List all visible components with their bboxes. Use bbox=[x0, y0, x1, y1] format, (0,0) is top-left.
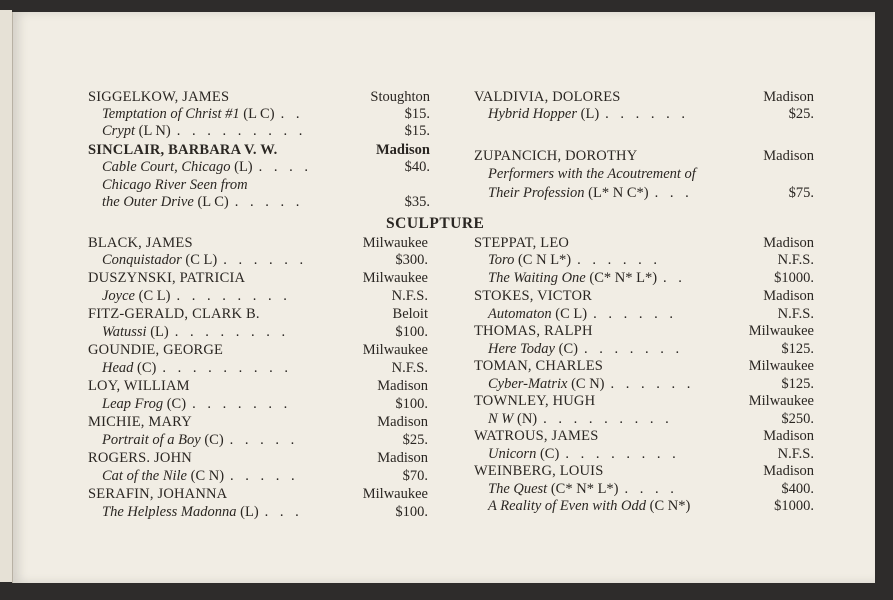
artwork-price: $25. bbox=[402, 432, 428, 448]
artwork-row bbox=[474, 271, 814, 288]
dot-leader: . . . . . bbox=[230, 468, 299, 484]
dot-leader: . . . . bbox=[258, 159, 313, 175]
artist-row bbox=[88, 271, 428, 288]
artist-name: STOKES, VICTOR bbox=[474, 288, 593, 304]
artwork-media: (C N) bbox=[190, 468, 225, 484]
dot-leader: . . . . . . . . bbox=[174, 324, 290, 340]
dot-leader: . . . . . . bbox=[577, 252, 662, 268]
artwork-title: Their Profession bbox=[488, 185, 585, 201]
artist-city: Madison bbox=[763, 89, 814, 105]
artist-row bbox=[474, 394, 814, 411]
artwork-title: Toro bbox=[488, 252, 515, 268]
artwork-media: (L) bbox=[150, 324, 169, 340]
previous-page-edge bbox=[0, 10, 12, 582]
artwork-row bbox=[474, 253, 814, 270]
dot-leader: . . . . . . bbox=[223, 252, 308, 268]
artwork-media: (C L) bbox=[138, 288, 171, 304]
artist-name: DUSZYNSKI, PATRICIA bbox=[88, 270, 246, 286]
artwork-media: (C N L*) bbox=[517, 252, 572, 268]
artwork-price: $100. bbox=[395, 504, 428, 520]
artwork-row bbox=[88, 361, 428, 378]
artwork-price: $35. bbox=[404, 194, 430, 210]
artist-name: STEPPAT, LEO bbox=[474, 235, 570, 251]
artwork-media: (C N) bbox=[571, 376, 605, 392]
artwork-media: (C L) bbox=[555, 306, 588, 322]
artwork-title: The Helpless Madonna bbox=[102, 504, 237, 520]
artist-city: Madison bbox=[763, 428, 814, 444]
artwork-title: Unicorn bbox=[488, 446, 537, 462]
artist-row bbox=[474, 289, 814, 306]
artwork-row bbox=[88, 107, 430, 124]
artwork-title: Cyber-Matrix bbox=[488, 376, 568, 392]
artist-name: FITZ-GERALD, CLARK B. bbox=[88, 306, 260, 322]
artwork-media: (C) bbox=[539, 446, 560, 462]
artwork-media: (L) bbox=[580, 106, 600, 122]
dot-leader: . . . . . . . bbox=[192, 396, 292, 412]
artwork-title: Conquistador bbox=[102, 252, 182, 268]
artwork-title: Portrait of a Boy bbox=[102, 432, 201, 448]
artwork-title: Hybrid Hopper bbox=[488, 106, 578, 122]
artwork-title: Crypt bbox=[102, 123, 136, 139]
artwork-media: (C* N* L*) bbox=[589, 270, 658, 286]
artist-row bbox=[88, 307, 428, 324]
artwork-title: The Quest bbox=[488, 481, 548, 497]
dot-leader: . . . . . . bbox=[610, 376, 695, 392]
artwork-price: $125. bbox=[781, 341, 814, 357]
artwork-row bbox=[88, 505, 428, 522]
artist-name: SINCLAIR, BARBARA V. W. bbox=[88, 142, 278, 158]
artist-row bbox=[474, 464, 814, 481]
dot-leader: . . . . . . . . . bbox=[543, 411, 673, 427]
artist-row bbox=[474, 149, 814, 166]
artist-name: WATROUS, JAMES bbox=[474, 428, 599, 444]
artist-row bbox=[474, 236, 814, 253]
artist-row bbox=[474, 359, 814, 376]
artwork-media: (C) bbox=[204, 432, 224, 448]
dot-leader: . . . . . . bbox=[605, 106, 690, 122]
artist-row bbox=[88, 236, 428, 253]
artwork-media: (C) bbox=[166, 396, 187, 412]
artwork-title: Cat of the Nile bbox=[102, 468, 187, 484]
artwork-title: Head bbox=[102, 360, 134, 376]
artist-name: GOUNDIE, GEORGE bbox=[88, 342, 224, 358]
artwork-media: (L) bbox=[234, 159, 253, 175]
artwork-price: $1000. bbox=[774, 270, 814, 286]
artist-row bbox=[88, 143, 430, 160]
artwork-title: Automaton bbox=[488, 306, 552, 322]
artwork-media: (L) bbox=[240, 504, 259, 520]
artist-city: Milwaukee bbox=[748, 358, 814, 374]
artwork-row bbox=[88, 178, 430, 195]
dot-leader: . . bbox=[280, 106, 304, 122]
artist-city: Milwaukee bbox=[362, 342, 428, 358]
artist-name: THOMAS, RALPH bbox=[474, 323, 593, 339]
artwork-title: Here Today bbox=[488, 341, 555, 357]
artist-city: Madison bbox=[377, 378, 428, 394]
artwork-title: N W bbox=[488, 411, 514, 427]
artwork-row bbox=[474, 377, 814, 394]
artwork-row bbox=[88, 397, 428, 414]
artwork-row bbox=[474, 186, 814, 203]
artist-row bbox=[474, 324, 814, 341]
artist-name: LOY, WILLIAM bbox=[88, 378, 190, 394]
artwork-price: $1000. bbox=[774, 498, 814, 514]
artwork-price: N.F.S. bbox=[391, 288, 428, 304]
artwork-media: (N) bbox=[517, 411, 538, 427]
section-title-sculpture: SCULPTURE bbox=[386, 215, 485, 232]
artwork-title: Cable Court, Chicago bbox=[102, 159, 231, 175]
dot-leader: . . . . . . bbox=[593, 306, 677, 322]
artwork-row bbox=[474, 499, 814, 516]
artwork-price: $100. bbox=[395, 324, 428, 340]
artist-row bbox=[88, 415, 428, 432]
artwork-price: N.F.S. bbox=[777, 252, 814, 268]
artwork-price: $15. bbox=[404, 123, 430, 139]
artist-row bbox=[88, 451, 428, 468]
artist-city: Beloit bbox=[392, 306, 428, 322]
artist-city: Milwaukee bbox=[748, 323, 814, 339]
dot-leader: . . . . . . . . bbox=[176, 288, 291, 304]
artist-name: BLACK, JAMES bbox=[88, 235, 193, 251]
artist-city: Madison bbox=[377, 414, 428, 430]
artwork-row bbox=[88, 289, 428, 306]
artwork-row bbox=[88, 325, 428, 342]
dot-leader: . . . . . . . . . bbox=[176, 123, 307, 139]
artwork-row bbox=[474, 447, 814, 464]
dot-leader: . . . bbox=[654, 185, 693, 201]
artwork-row bbox=[474, 307, 814, 324]
artist-city: Milwaukee bbox=[748, 393, 814, 409]
artwork-row bbox=[474, 412, 814, 429]
artwork-price: $15. bbox=[404, 106, 430, 122]
artwork-title: the Outer Drive bbox=[102, 194, 194, 210]
artwork-media: (L N) bbox=[138, 123, 171, 139]
artist-name: SIGGELKOW, JAMES bbox=[88, 89, 230, 105]
artwork-row bbox=[88, 469, 428, 486]
artwork-title: Chicago River Seen from bbox=[102, 177, 248, 193]
dot-leader: . . bbox=[663, 270, 686, 286]
artist-city: Madison bbox=[376, 142, 430, 158]
artwork-row bbox=[474, 107, 814, 124]
artwork-title: Watussi bbox=[102, 324, 147, 340]
artist-name: WEINBERG, LOUIS bbox=[474, 463, 604, 479]
artwork-media: (C* N* L*) bbox=[550, 481, 619, 497]
artwork-price: $40. bbox=[404, 159, 430, 175]
artist-name: ROGERS. JOHN bbox=[88, 450, 192, 466]
dot-leader: . . . . . . . bbox=[583, 341, 684, 357]
artwork-title: Leap Frog bbox=[102, 396, 164, 412]
artist-name: ZUPANCICH, DOROTHY bbox=[474, 148, 638, 164]
dot-leader: . . . . . bbox=[234, 194, 304, 210]
artist-city: Madison bbox=[763, 148, 814, 164]
artist-city: Stoughton bbox=[370, 89, 430, 105]
artist-name: VALDIVIA, DOLORES bbox=[474, 89, 621, 105]
artwork-media: (C) bbox=[137, 360, 157, 376]
artwork-title: Joyce bbox=[102, 288, 135, 304]
artist-row bbox=[88, 343, 428, 360]
artwork-row bbox=[474, 167, 814, 184]
artwork-price: N.F.S. bbox=[391, 360, 428, 376]
artwork-price: $300. bbox=[395, 252, 428, 268]
artwork-price: $75. bbox=[788, 185, 814, 201]
artist-row bbox=[474, 90, 814, 107]
artwork-row bbox=[474, 482, 814, 499]
artwork-price: $400. bbox=[781, 481, 814, 497]
artist-city: Milwaukee bbox=[362, 270, 428, 286]
artwork-media: (C L) bbox=[185, 252, 218, 268]
artwork-price: N.F.S. bbox=[777, 306, 814, 322]
page-fold bbox=[12, 12, 13, 583]
artwork-price: $125. bbox=[781, 376, 814, 392]
artwork-price: $250. bbox=[781, 411, 814, 427]
artwork-row bbox=[88, 253, 428, 270]
artist-name: TOMAN, CHARLES bbox=[474, 358, 604, 374]
dot-leader: . . . . bbox=[624, 481, 678, 497]
artwork-price: $100. bbox=[395, 396, 428, 412]
artwork-price: N.F.S. bbox=[777, 446, 814, 462]
artist-city: Madison bbox=[763, 463, 814, 479]
artwork-row bbox=[88, 195, 430, 212]
artwork-media: (L C) bbox=[243, 106, 275, 122]
artwork-media: (L* N C*) bbox=[588, 185, 649, 201]
artwork-media: (C N*) bbox=[649, 498, 691, 514]
dot-leader: . . . bbox=[264, 504, 303, 520]
artist-row bbox=[88, 90, 430, 107]
artwork-title: A Reality of Even with Odd bbox=[488, 498, 646, 514]
artwork-media: (C) bbox=[558, 341, 578, 357]
artist-row bbox=[474, 429, 814, 446]
artwork-price: $70. bbox=[402, 468, 428, 484]
artist-city: Madison bbox=[377, 450, 428, 466]
artwork-row bbox=[474, 342, 814, 359]
artist-row bbox=[88, 487, 428, 504]
dot-leader: . . . . . . . . bbox=[565, 446, 680, 462]
artist-city: Madison bbox=[763, 288, 814, 304]
artist-row bbox=[88, 379, 428, 396]
artist-city: Madison bbox=[763, 235, 814, 251]
dot-leader: . . . . . bbox=[229, 432, 299, 448]
artwork-row bbox=[88, 433, 428, 450]
artwork-title: The Waiting One bbox=[488, 270, 586, 286]
dot-leader: . . . . . . . . . bbox=[162, 360, 293, 376]
artwork-title: Temptation of Christ #1 bbox=[102, 106, 240, 122]
artwork-title: Performers with the Acoutrement of bbox=[488, 166, 696, 182]
artist-name: TOWNLEY, HUGH bbox=[474, 393, 596, 409]
artwork-row bbox=[88, 124, 430, 141]
artist-name: SERAFIN, JOHANNA bbox=[88, 486, 228, 502]
artist-city: Milwaukee bbox=[362, 486, 428, 502]
artist-name: MICHIE, MARY bbox=[88, 414, 192, 430]
artist-city: Milwaukee bbox=[362, 235, 428, 251]
artwork-price: $25. bbox=[788, 106, 814, 122]
artwork-row bbox=[88, 160, 430, 177]
artwork-media: (L C) bbox=[197, 194, 229, 210]
